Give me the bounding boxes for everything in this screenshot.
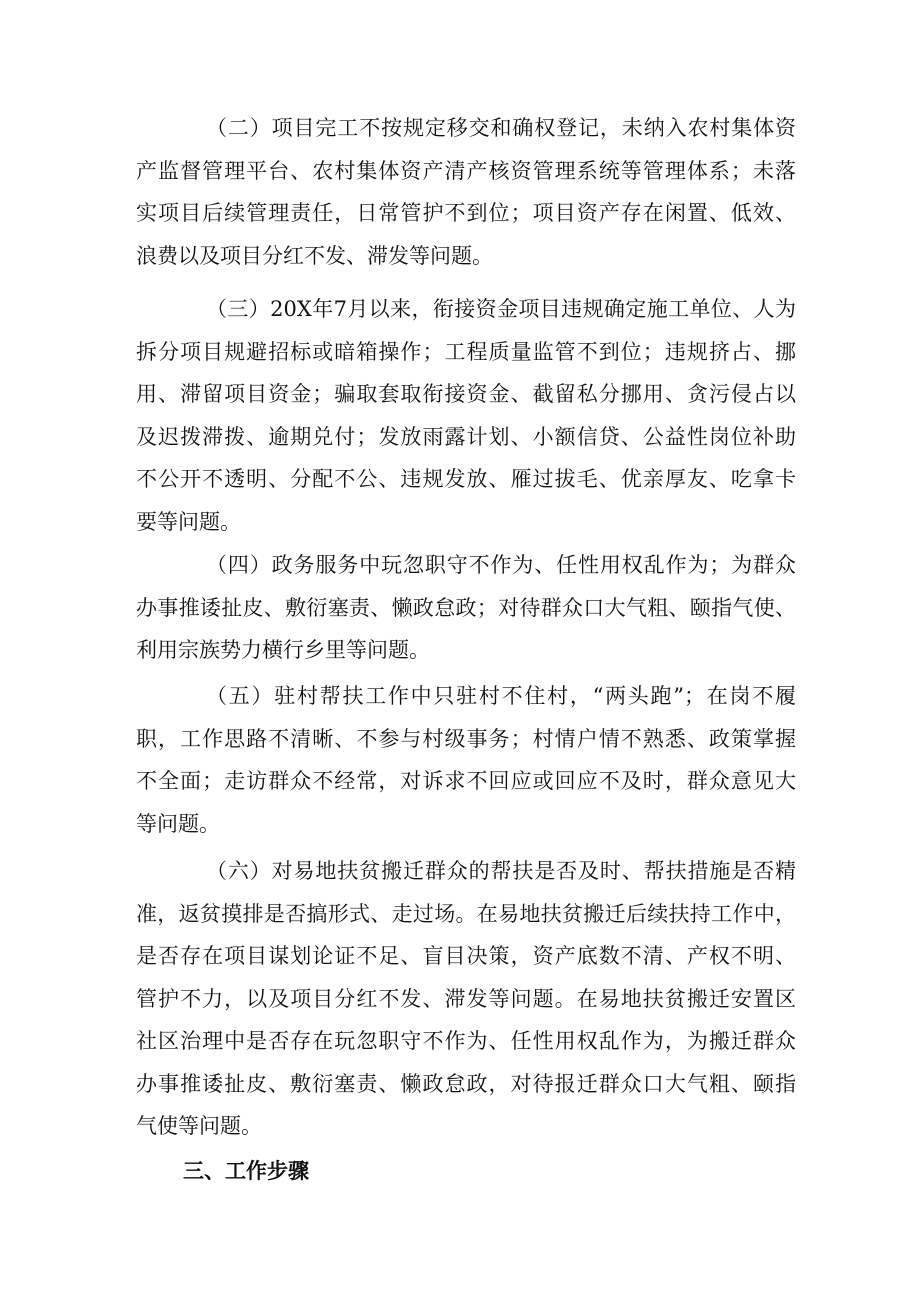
paragraph-line: （五）驻村帮扶工作中只驻村不住村，“两头跑”；在岗不履 (206, 684, 796, 708)
paragraph-line: 办事推诿扯皮、敷衍塞责、懒政怠政；对待群众口大气粗、颐指气使、 (136, 595, 796, 620)
paragraph-line: 管护不力，以及项目分红不发、滞发等问题。在易地扶贫搬迁安置区 (136, 986, 796, 1011)
paragraph-line: 等问题。 (136, 811, 220, 836)
paragraph-line: 准，返贫摸排是否搞形式、走过场。在易地扶贫搬迁后续扶持工作中， (136, 901, 796, 926)
paragraph-line: 办事推诿扯皮、敷衍塞责、懒政怠政，对待报迁群众口大气粗、颐指 (136, 1071, 796, 1096)
paragraph-line: 及迟拨滞拨、逾期兑付；发放雨露计划、小额信贷、公益性岗位补助 (136, 424, 796, 449)
paragraph-2 (136, 107, 796, 277)
paragraph-line: 是否存在项目谋划论证不足、盲目决策，资产底数不清、产权不明、 (136, 944, 796, 968)
paragraph-5 (136, 675, 796, 845)
paragraph-line: 浪费以及项目分红不发、滞发等问题。 (136, 243, 493, 268)
paragraph-line: 要等问题。 (136, 509, 241, 534)
paragraph-line: 社区治理中是否存在玩忽职守不作为、任性用权乱作为，为搬迁群众 (136, 1029, 796, 1053)
paragraph-line: 职，工作思路不清晰、不参与村级事务；村情户情不熟悉、政策掌握 (136, 726, 796, 751)
paragraph-4 (136, 544, 796, 672)
paragraph-line: （四）政务服务中玩忽职守不作为、任性用权乱作为；为群众 (206, 553, 796, 577)
paragraph-line: （六）对易地扶贫搬迁群众的帮扶是否及时、帮扶措施是否精 (206, 859, 796, 883)
paragraph-line: 实项目后续管理责任，日常管护不到位；项目资产存在闲置、低效、 (136, 201, 796, 225)
paragraph-6 (136, 850, 796, 1148)
paragraph-line: （二）项目完工不按规定移交和确权登记，未纳入农村集体资 (206, 116, 796, 140)
paragraph-line: 产监督管理平台、农村集体资产清产核资管理系统等管理体系；未落 (136, 158, 796, 183)
paragraph-line: 拆分项目规避招标或暗箱操作；工程质量监管不到位；违规挤占、挪 (136, 339, 796, 364)
paragraph-line: （三）20X年7月以来，衔接资金项目违规确定施工单位、人为 (206, 297, 796, 321)
section-heading: 三、工作步骤 (183, 1158, 309, 1183)
paragraph-line: 用、滞留项目资金；骗取套取衔接资金、截留私分挪用、贪污侵占以 (136, 382, 796, 406)
paragraph-line: 不全面；走访群众不经常，对诉求不回应或回应不及时，群众意见大 (136, 769, 796, 793)
paragraph-line: 利用宗族势力横行乡里等问题。 (136, 638, 430, 662)
paragraph-line: 气使等问题。 (136, 1114, 262, 1138)
paragraph-line: 不公开不透明、分配不公、违规发放、雁过拔毛、优亲厚友、吃拿卡 (136, 467, 796, 491)
paragraph-3 (136, 288, 796, 543)
